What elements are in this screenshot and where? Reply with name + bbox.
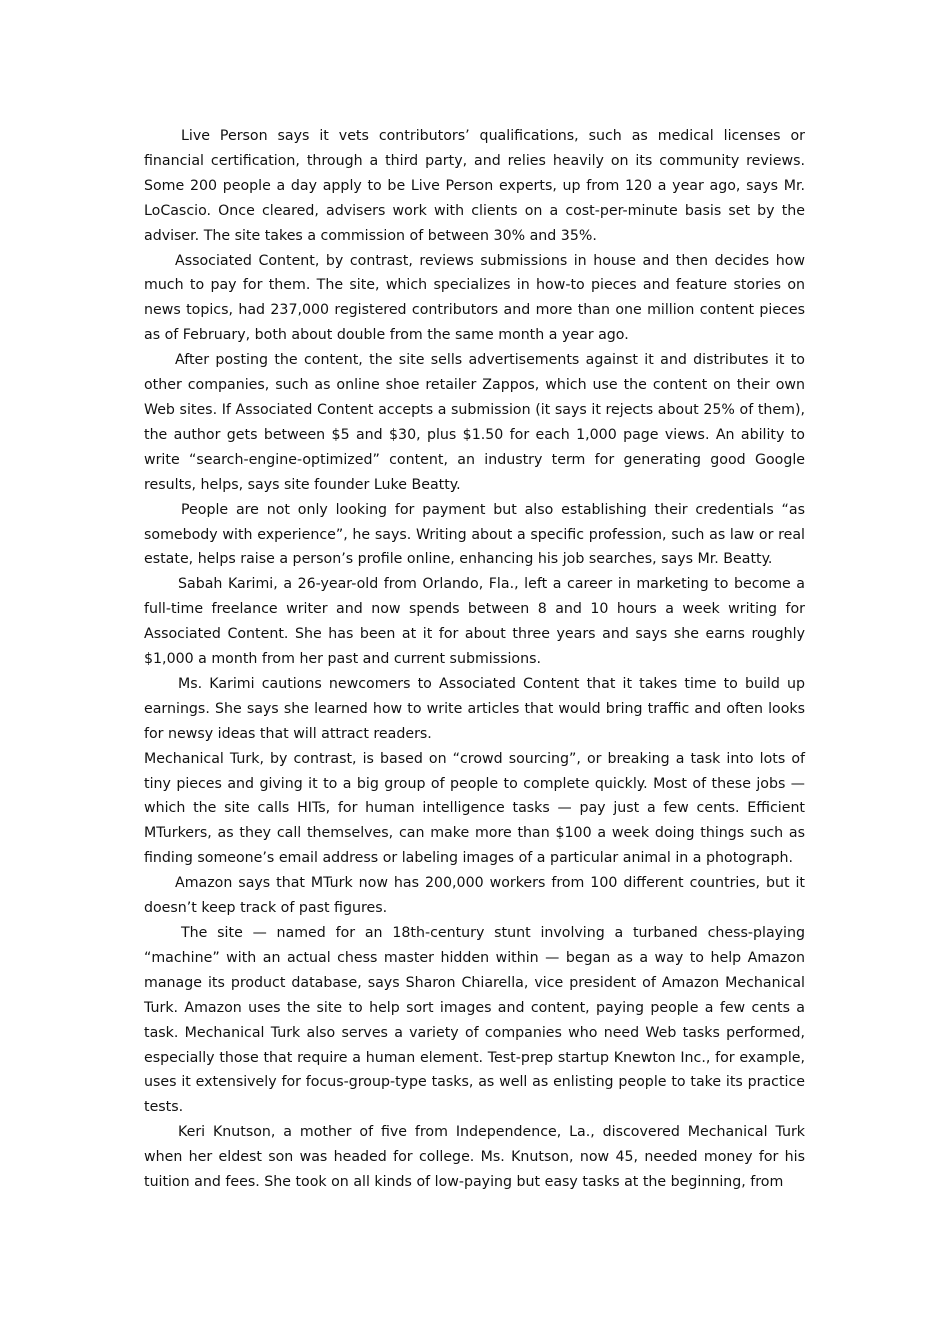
paragraph-mechanical-turk: Mechanical Turk, by contrast, is based on “crowd sourcing”, or breaking a task into lots of tiny pieces and giving it to a big group of people to complete quickly. Most of these jobs — which the site calls HITs, for human intelligence tasks — pay just a few cents. Efficient MTurkers, as they call themselves, can make more than $100 a week doing things such as finding someone’s email address or labeling images of a particular animal in a photograph. xyxy=(144,750,805,867)
paragraph-karimi-cautions: Ms. Karimi cautions newcomers to Associated Content that it takes time to build up earnings. She says she learned how to write articles that would bring traffic and often looks for newsy ideas that will attract readers. xyxy=(144,675,805,742)
paragraph-posting-content: After posting the content, the site sells advertisements against it and distributes it to other companies, such as online shoe retailer Zappos, which use the content on their own Web sites. If Associated Content accepts a submission (it says it rejects about 25% of them), the author gets between $5 and $30, plus $1.50 for each 1,000 page views. An ability to write “search-engine-optimized” content, an industry term for generating good Google results, helps, says site founder Luke Beatty. xyxy=(144,352,805,493)
paragraph-credentials: People are not only looking for payment but also establishing their credentials “as somebody with experience”, he says. Writing about a specific profession, such as law or real estate, helps raise a person’s profile online, enhancing his job searches, says Mr. Beatty. xyxy=(144,501,805,568)
paragraph-sabah-karimi: Sabah Karimi, a 26-year-old from Orlando, Fla., left a career in marketing to become a full-time freelance writer and now spends between 8 and 10 hours a week writing for Associated Content. She has been at it for about three years and says she earns roughly $1,000 a month from her past and current submissions. xyxy=(144,576,805,668)
paragraph-amazon-workers: Amazon says that MTurk now has 200,000 workers from 100 different countries, but it doesn’t keep track of past figures. xyxy=(144,875,805,917)
article-body xyxy=(144,124,805,1195)
paragraph-keri-knutson: Keri Knutson, a mother of five from Independence, La., discovered Mechanical Turk when her eldest son was headed for college. Ms. Knutson, now 45, needed money for his tuition and fees. She took on all kinds of low-paying but easy tasks at the beginning, from xyxy=(144,1124,805,1191)
paragraph-site-history: The site — named for an 18th-century stunt involving a turbaned chess-playing “machine” with an actual chess master hidden within — began as a way to help Amazon manage its product database, says Sharon Chiarella, vice president of Amazon Mechanical Turk. Amazon uses the site to help sort images and content, paying people a few cents a task. Mechanical Turk also serves a variety of companies who need Web tasks performed, especially those that require a human element. Test-prep startup Knewton Inc., for example, uses it extensively for focus-group-type tasks, as well as enlisting people to take its practice tests. xyxy=(144,925,805,1116)
paragraph-associated-content: Associated Content, by contrast, reviews submissions in house and then decides how much to pay for them. The site, which specializes in how-to pieces and feature stories on news topics, had 237,000 registered contributors and more than one million content pieces as of February, both about double from the same month a year ago. xyxy=(144,252,805,344)
paragraph-live-person: Live Person says it vets contributors’ qualifications, such as medical licenses or financial certification, through a third party, and relies heavily on its community reviews. Some 200 people a day apply to be Live Person experts, up from 120 a year ago, says Mr. LoCascio. Once cleared, advisers work with clients on a cost-per-minute basis set by the adviser. The site takes a commission of between 30% and 35%. xyxy=(144,128,805,244)
